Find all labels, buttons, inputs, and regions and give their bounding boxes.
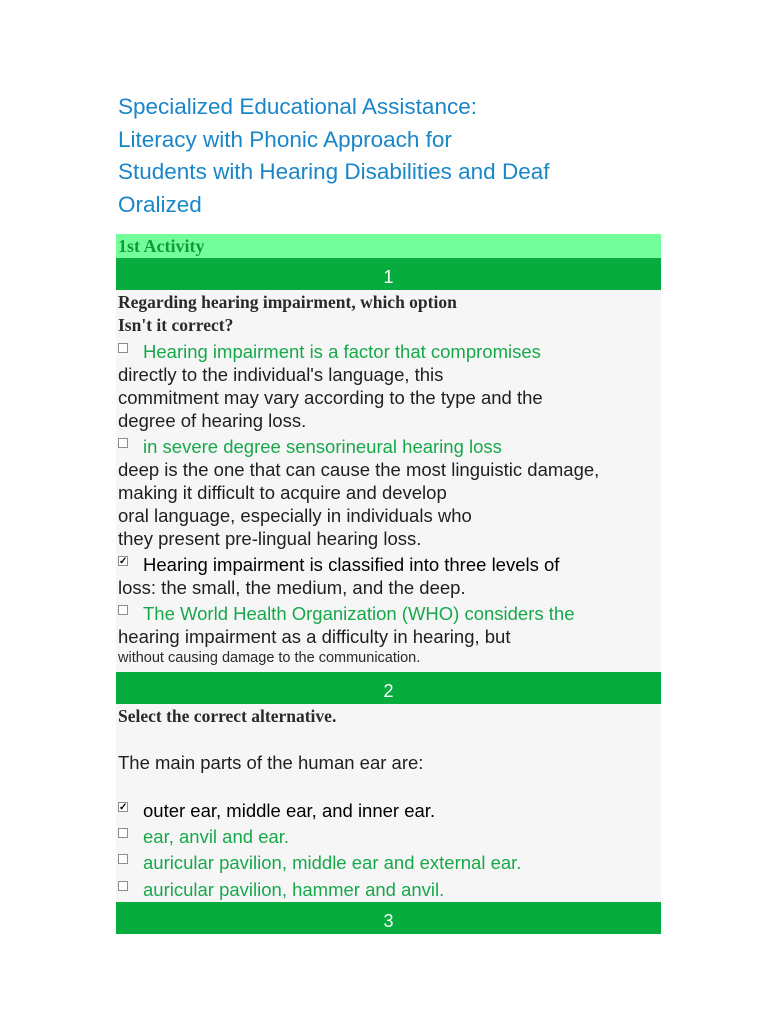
title-line: Students with Hearing Disabilities and Deaf (118, 159, 550, 184)
checkbox[interactable] (118, 438, 128, 448)
option-text: auricular pavilion, hammer and anvil. (143, 879, 445, 900)
option-text: degree of hearing loss. (118, 410, 307, 431)
checkbox[interactable] (118, 605, 128, 615)
option-text: Hearing impairment is a factor that compromises (143, 341, 541, 362)
checkbox[interactable] (118, 828, 128, 838)
prompt-line: Select the correct alternative. (118, 706, 337, 726)
question-number-bar (116, 902, 661, 934)
option-text: making it difficult to acquire and develop (118, 482, 447, 503)
option-text: commitment may vary according to the type and the (118, 387, 543, 408)
answer-option[interactable] (118, 602, 575, 668)
answer-option[interactable] (118, 851, 521, 874)
question-prompt (118, 291, 457, 337)
question-stem: The main parts of the human ear are: (118, 752, 424, 773)
question-panel (116, 290, 661, 672)
option-text: without causing damage to the communication. (118, 650, 421, 666)
prompt-line: Isn't it correct? (118, 315, 234, 335)
answer-option[interactable] (118, 799, 435, 822)
option-text: outer ear, middle ear, and inner ear. (143, 800, 436, 821)
option-text: The World Health Organization (WHO) considers the (143, 603, 575, 624)
checkbox[interactable] (118, 881, 128, 891)
option-text: Hearing impairment is classified into three levels of (143, 554, 560, 575)
option-text: deep is the one that can cause the most linguistic damage, (118, 459, 600, 480)
answer-option[interactable] (118, 435, 599, 550)
activity-header (116, 234, 661, 258)
option-text: ear, anvil and ear. (143, 826, 290, 847)
activity-label: 1st Activity (118, 236, 205, 256)
question-number: 2 (383, 681, 394, 701)
option-text: hearing impairment as a difficulty in hearing, but (118, 626, 511, 647)
option-text: directly to the individual's language, this (118, 364, 444, 385)
title-line: Oralized (118, 191, 202, 217)
title-line: Specialized Educational Assistance: (118, 94, 477, 119)
checkbox-checked[interactable] (118, 802, 128, 812)
question-prompt (118, 705, 336, 728)
question-number-bar (116, 672, 661, 704)
checkbox-checked[interactable] (118, 556, 128, 566)
document-title (118, 91, 678, 221)
answer-option[interactable] (118, 340, 543, 432)
question-number: 1 (383, 267, 394, 287)
option-text: auricular pavilion, middle ear and external ear. (143, 852, 522, 873)
answer-option[interactable] (118, 825, 289, 848)
answer-option[interactable] (118, 553, 559, 599)
question-number: 3 (383, 911, 394, 931)
option-text: they present pre-lingual hearing loss. (118, 528, 422, 549)
checkbox[interactable] (118, 343, 128, 353)
answer-option[interactable] (118, 878, 444, 901)
option-text: oral language, especially in individuals who (118, 505, 472, 526)
prompt-line: Regarding hearing impairment, which option (118, 292, 457, 312)
title-line: Literacy with Phonic Approach for (118, 126, 452, 152)
checkbox[interactable] (118, 854, 128, 864)
question-number-bar (116, 258, 661, 290)
question-panel (116, 704, 661, 902)
option-text: loss: the small, the medium, and the deep. (118, 577, 466, 598)
option-text: in severe degree sensorineural hearing loss (143, 436, 502, 457)
